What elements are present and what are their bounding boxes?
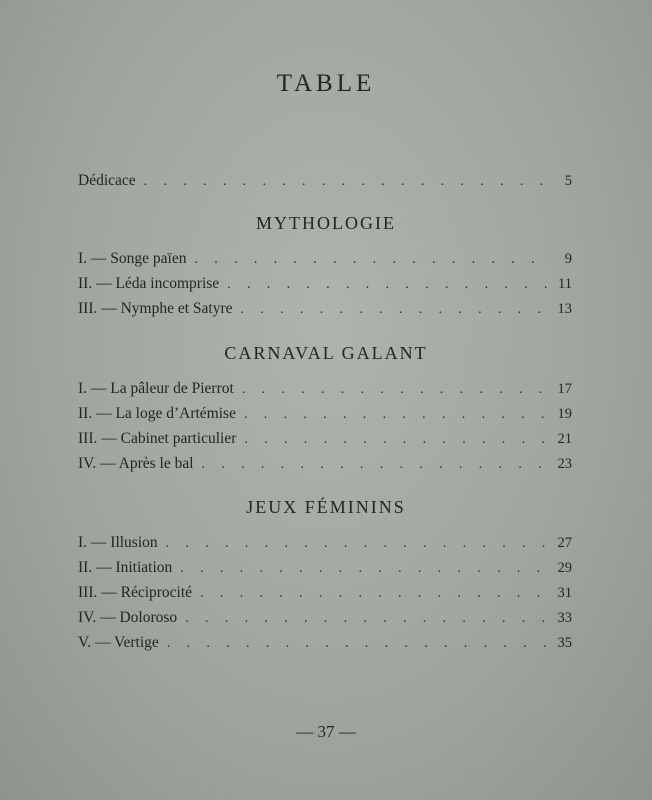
toc-entry-label: II. — Initiation [78,559,173,576]
toc-entry-page: 5 [564,173,572,189]
dot-leader [177,611,548,627]
toc-entry-dedicace [78,172,572,194]
section-heading-jeux-feminins: JEUX FÉMININS [246,497,406,517]
toc-entry-page: 11 [558,276,572,292]
toc-entry-label: II. — Léda incomprise [78,275,220,292]
dot-leader [233,302,548,318]
toc-entry-label: IV. — Après le bal [78,455,194,472]
toc-entry-page: 21 [557,431,572,447]
toc-entry-page: 17 [557,381,572,397]
toc-entry-page: 19 [557,406,572,422]
toc-entry-label: I. — Illusion [78,534,158,551]
dot-leader [158,536,548,552]
toc-entry-label: V. — Vertige [78,634,159,651]
toc-entry-page: 13 [557,301,572,317]
toc-entry-page: 33 [557,610,572,626]
toc-entry-label: I. — Songe païen [78,250,187,267]
toc-entry [78,634,572,656]
dot-leader [172,561,548,577]
toc-entry [78,380,572,402]
toc-entry-page: 35 [557,635,572,651]
toc-entry-label: II. — La loge d’Artémise [78,405,236,422]
toc-entry [78,430,572,452]
dot-leader [219,277,548,293]
section-heading-mythologie: MYTHOLOGIE [256,213,396,233]
toc-entry [78,534,572,556]
toc-entry-page: 9 [564,251,572,267]
toc-entry-label: Dédicace [78,172,136,189]
toc-entry-label: III. — Nymphe et Satyre [78,300,233,317]
page-title: TABLE [276,70,376,97]
toc-entry-page: 27 [557,535,572,551]
section-heading-carnaval-galant: CARNAVAL GALANT [224,343,428,363]
toc-entry [78,275,572,297]
toc-entry-page: 29 [557,560,572,576]
toc-entry-label: III. — Cabinet particulier [78,430,237,447]
page-number: — 37 — [296,722,356,741]
toc-entry [78,300,572,322]
dot-leader [234,382,548,398]
dot-leader [136,174,548,190]
toc-entry [78,405,572,427]
dot-leader [159,636,548,652]
dot-leader [186,252,548,268]
toc-entry [78,609,572,631]
toc-entry [78,559,572,581]
toc-entry [78,250,572,272]
dot-leader [236,432,548,448]
toc-entry [78,455,572,477]
toc-entry-page: 23 [557,456,572,472]
toc-entry-label: I. — La pâleur de Pierrot [78,380,234,397]
toc-entry-label: IV. — Doloroso [78,609,178,626]
toc-entry-page: 31 [557,585,572,601]
dot-leader [236,407,548,423]
toc-entry [78,584,572,606]
toc-entry-label: III. — Réciprocité [78,584,193,601]
dot-leader [194,457,548,473]
dot-leader [192,586,548,602]
